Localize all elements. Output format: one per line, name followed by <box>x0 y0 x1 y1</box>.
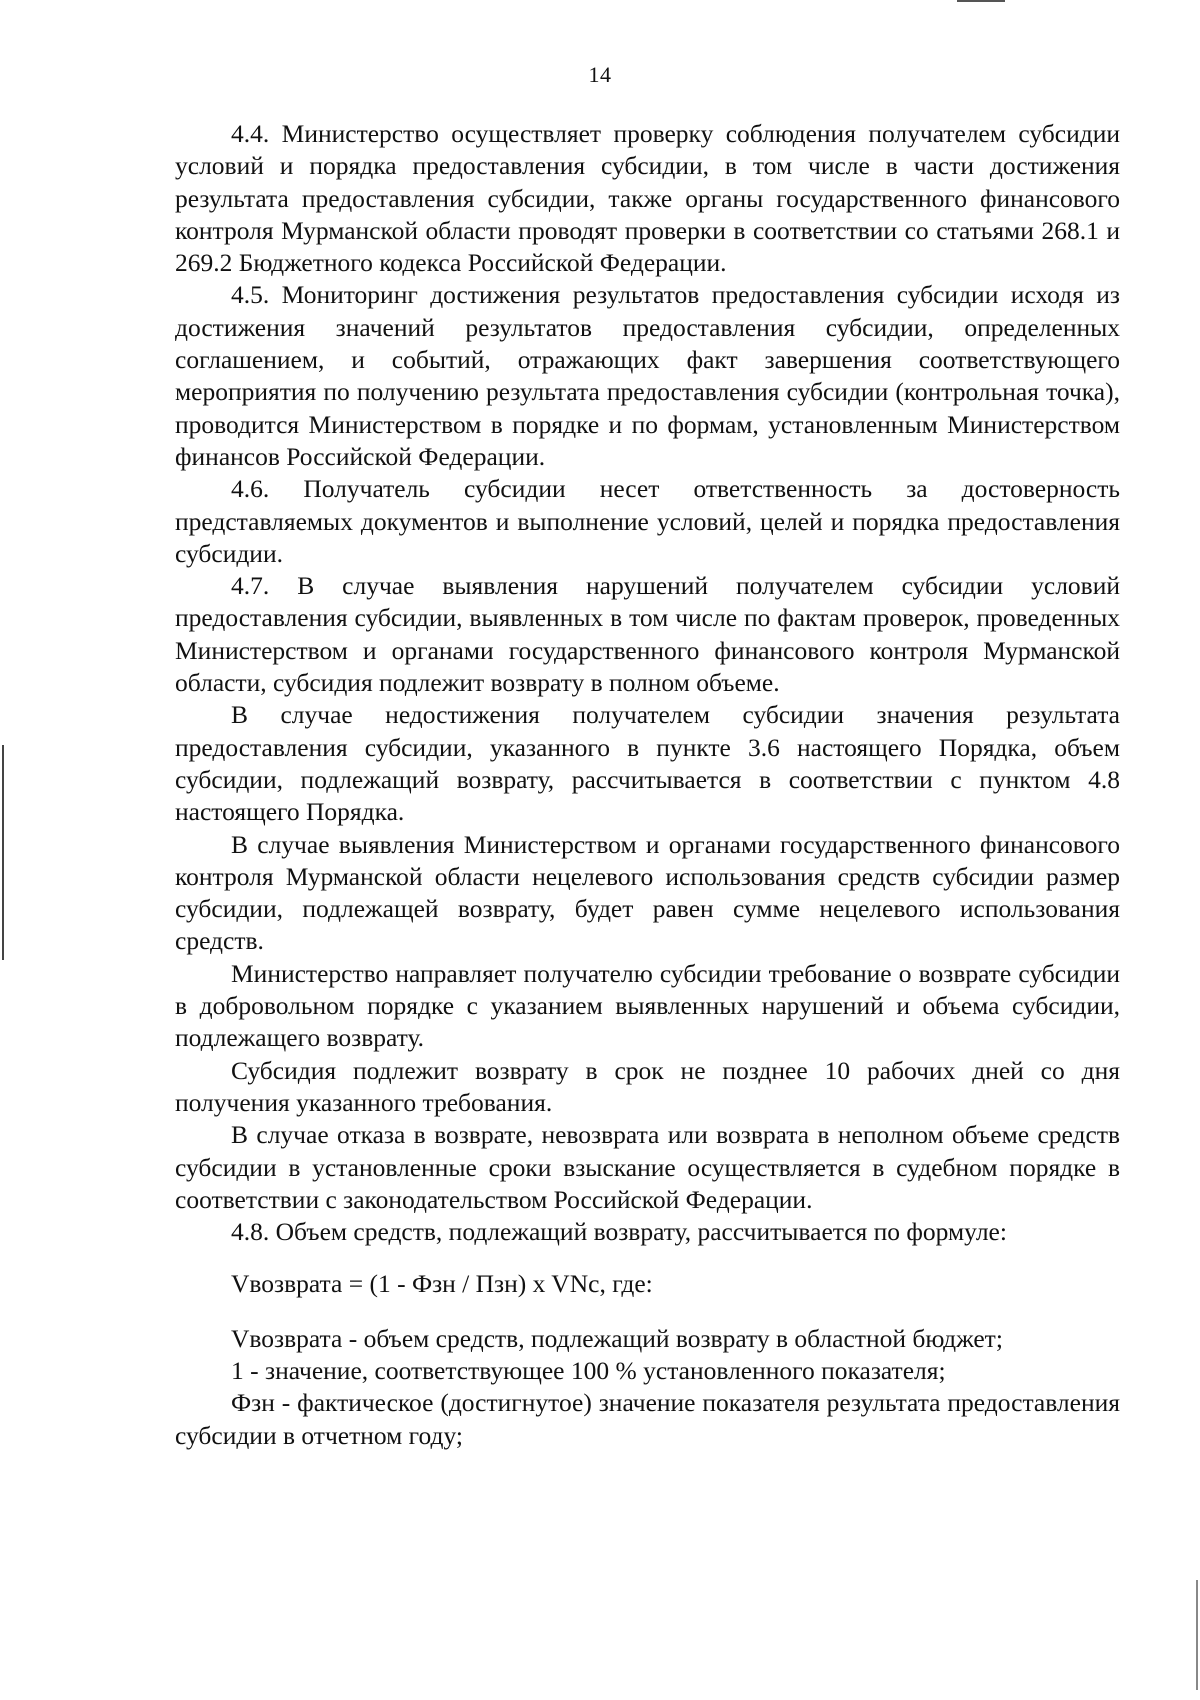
scan-artifact-left <box>2 745 4 960</box>
paragraph: В случае отказа в возврате, невозврата или возврата в неполном объеме средств субсидии в установленные сроки взыскание осуществляется в судебном порядке в соответствии с законодательством Российской Федерации. <box>175 1120 1120 1214</box>
paragraph: В случае недостижения получателем субсидии значения результата предоставления субсидии, указанного в пункте 3.6 настоящего Порядка, объем субсидии, подлежащий возврату, рассчитывается в соответствии с пунктом 4.8 настоящего Порядка. <box>175 700 1120 827</box>
paragraph: Министерство направляет получателю субсидии требование о возврате субсидии в добровольном порядке с указанием выявленных нарушений и объема субсидии, подлежащего возврату. <box>175 958 1120 1053</box>
formula-line: Vвозврата = (1 - Фзн / Пзн) x VNc, где: <box>231 1269 653 1299</box>
scan-artifact-top <box>957 0 1005 2</box>
scan-artifact-right <box>1196 1580 1198 1690</box>
paragraph: Субсидия подлежит возврату в срок не позднее 10 рабочих дней со дня получения указанного требования. <box>175 1055 1120 1117</box>
paragraph: 1 - значение, соответствующее 100 % установленного показателя; <box>231 1355 946 1385</box>
paragraph: 4.6. Получатель субсидии несет ответственность за достоверность представляемых документов и выполнение условий, целей и порядка предоставления субсидии. <box>175 474 1120 568</box>
paragraph: В случае выявления Министерством и органами государственного финансового контроля Мурманской области нецелевого использования средств субсидии размер субсидии, подлежащей возврату, будет равен сумме нецелевого использования средств. <box>175 829 1120 956</box>
page-number: 14 <box>588 62 612 87</box>
paragraph: 4.4. Министерство осуществляет проверку соблюдения получателем субсидии условий и порядка предоставления субсидии, в том числе в части достижения результата предоставления субсидии, также органы государственного финансового контроля Мурманской области проводят проверки в соответствии со статьями 268.1 и 269.2 Бюджетного кодекса Российской Федерации. <box>175 119 1120 278</box>
paragraph: Vвозврата - объем средств, подлежащий возврату в областной бюджет; <box>231 1323 1003 1353</box>
paragraph: 4.7. В случае выявления нарушений получателем субсидии условий предоставления субсидии, выявленных в том числе по фактам проверок, проведенных Министерством и органами государственного финансового контроля Мурманской области, субсидия подлежит возврату в полном объеме. <box>175 571 1120 698</box>
paragraph: 4.5. Мониторинг достижения результатов предоставления субсидии исходя из достижения значений результатов предоставления субсидии, определенных соглашением, и событий, отражающих факт завершения соответствующего мероприятия по получению результата предоставления субсидии (контрольная точка), проводится Министерством в порядке и по формам, установленным Министерством финансов Российской Федерации. <box>175 280 1120 471</box>
document-body <box>175 118 1120 1452</box>
paragraph: 4.8. Объем средств, подлежащий возврату, рассчитывается по формуле: <box>231 1217 1007 1247</box>
paragraph: Фзн - фактическое (достигнутое) значение показателя результата предоставления субсидии в отчетном году; <box>175 1388 1120 1450</box>
